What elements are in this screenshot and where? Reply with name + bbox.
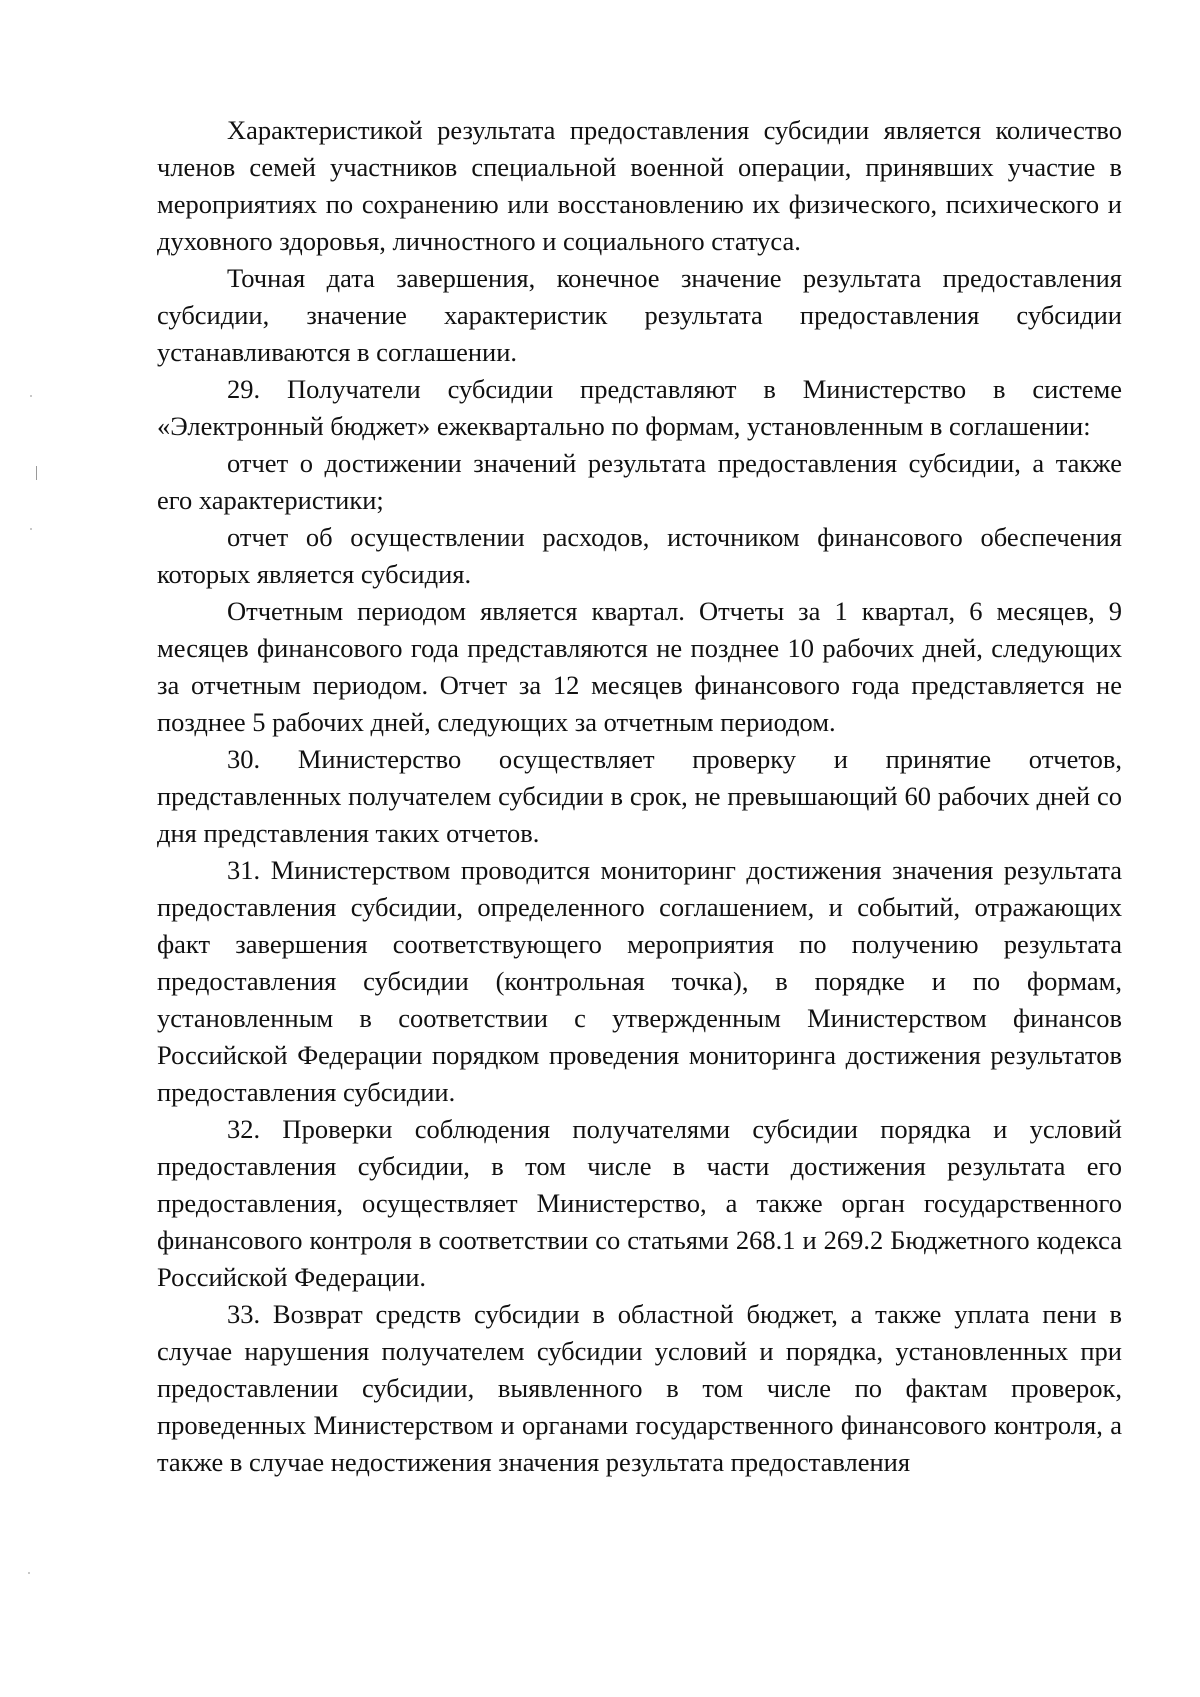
paragraph-32: 32. Проверки соблюдения получателями субсидии порядка и условий предоставления субсидии, в том числе в части достижения результата его предоставления, осуществляет Министерство, а также орган государственного финансового контроля в соответствии со статьями 268.1 и 269.2 Бюджетного кодекса Российской Федерации. <box>157 1114 1122 1292</box>
document-body <box>157 112 1122 1481</box>
paragraph-33: 33. Возврат средств субсидии в областной бюджет, а также уплата пени в случае нарушения получателем субсидии условий и порядка, установленных при предоставлении субсидии, выявленного в том числе по фактам проверок, проведенных Министерством и органами государственного финансового контроля, а также в случае недостижения значения результата предоставления <box>157 1299 1122 1477</box>
paragraph-29: 29. Получатели субсидии представляют в Министерство в системе «Электронный бюджет» ежеквартально по формам, установленным в соглашении: <box>157 374 1122 441</box>
scan-speck <box>28 1572 30 1574</box>
scan-speck <box>30 395 32 397</box>
scan-margin-mark <box>36 466 37 480</box>
paragraph-29-report-results: отчет о достижении значений результата предоставления субсидии, а также его характеристики; <box>157 448 1122 515</box>
paragraph-completion-date: Точная дата завершения, конечное значение результата предоставления субсидии, значение характеристик результата предоставления субсидии устанавливаются в соглашении. <box>157 263 1122 367</box>
paragraph-result-characteristic: Характеристикой результата предоставления субсидии является количество членов семей участников специальной военной операции, принявших участие в мероприятиях по сохранению или восстановлению их физического, психического и духовного здоровья, личностного и социального статуса. <box>157 115 1122 256</box>
paragraph-31: 31. Министерством проводится мониторинг достижения значения результата предоставления субсидии, определенного соглашением, и событий, отражающих факт завершения соответствующего мероприятия по получению результата предоставления субсидии (контрольная точка), в порядке и по формам, установленным в соответствии с утвержденным Министерством финансов Российской Федерации порядком проведения мониторинга достижения результатов предоставления субсидии. <box>157 855 1122 1107</box>
scan-speck <box>30 528 32 530</box>
paragraph-30: 30. Министерство осуществляет проверку и принятие отчетов, представленных получателем субсидии в срок, не превышающий 60 рабочих дней со дня представления таких отчетов. <box>157 744 1122 848</box>
paragraph-29-report-expenses: отчет об осуществлении расходов, источником финансового обеспечения которых является субсидия. <box>157 522 1122 589</box>
paragraph-reporting-period: Отчетным периодом является квартал. Отчеты за 1 квартал, 6 месяцев, 9 месяцев финансового года представляются не позднее 10 рабочих дней, следующих за отчетным периодом. Отчет за 12 месяцев финансового года представляется не позднее 5 рабочих дней, следующих за отчетным периодом. <box>157 596 1122 737</box>
